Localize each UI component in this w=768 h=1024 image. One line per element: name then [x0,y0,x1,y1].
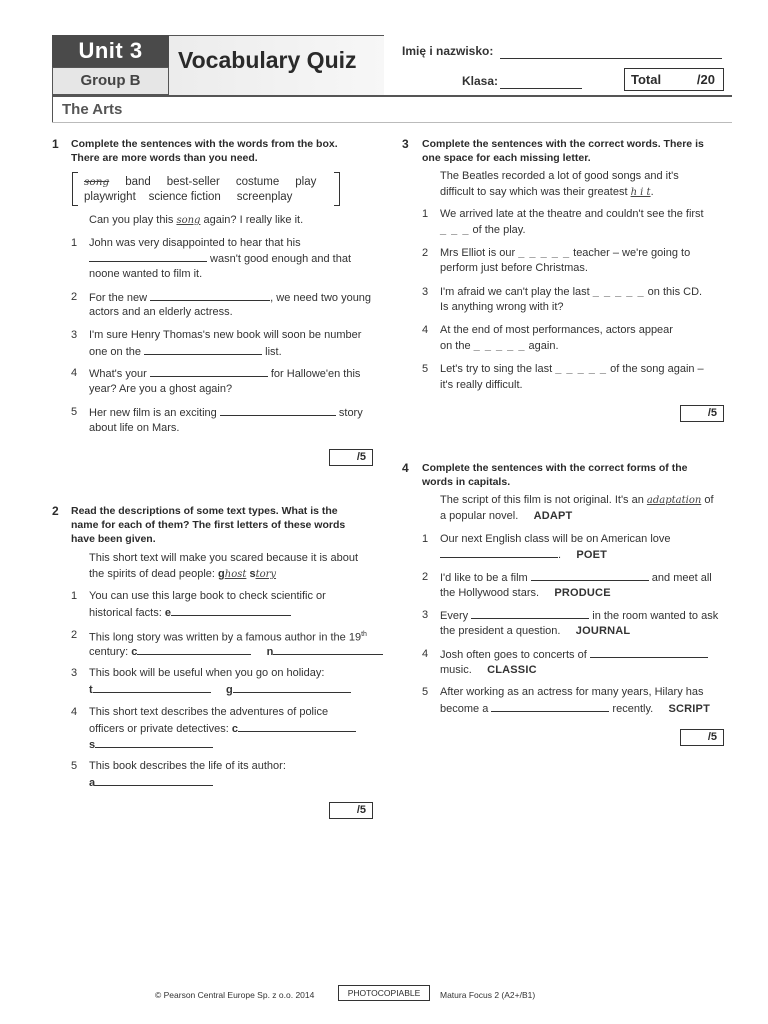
answer-blank[interactable] [150,365,268,377]
item-text: become a [440,703,492,715]
example-text: The script of this film is not original. It's an [440,494,647,506]
item-text: What's your [89,368,150,380]
ex1-item-3-line-2 [89,343,282,360]
item-number: 2 [71,291,78,303]
ex2-item-3-line-2 [89,681,351,698]
exercise-3-instruction-2: one space for each missing letter. [422,152,591,164]
answer-blank[interactable] [89,250,207,262]
item-text: and meet all [648,572,712,584]
exercise-2-number: 2 [52,504,59,518]
ex3-item-1-line-2 [440,222,526,238]
ex1-item-1-line-1: John was very disappointed to hear that his [89,237,301,249]
word-box-word: playwright [84,191,136,203]
item-text: Let's try to sing the last [440,363,556,375]
ex3-item-4-line-1: At the end of most performances, actors appear [440,324,673,336]
exercise-1-number: 1 [52,137,59,151]
letter-blanks[interactable]: _ _ _ _ _ [473,340,526,352]
answer-blank[interactable] [93,681,211,693]
answer-blank[interactable] [471,607,589,619]
group-label: Group B [52,67,169,95]
item-text: wasn't good enough and that [207,253,351,265]
ex2-item-5-line-2 [89,774,213,791]
item-number: 3 [71,667,78,679]
answer-blank[interactable] [220,404,336,416]
ex1-item-1-line-2 [89,250,351,267]
exercise-2-instruction-2: name for each of them? The first letters of these words [71,519,346,531]
item-text: teacher – we're going to [570,247,691,259]
given-letter: n [266,646,274,658]
item-text: I'm afraid we can't play the last [440,286,593,298]
answer-blank[interactable] [150,289,270,301]
item-text: For the new [89,292,151,304]
ex3-item-5-line-1 [440,361,704,377]
ex1-item-2-line-2: actors and an elderly actress. [89,306,233,318]
header-divider [52,95,732,97]
item-text: This long story was written by a famous author in the 19 [89,631,362,644]
ex4-item-5-line-1: After working as an actress for many years, Hilary has [440,686,704,698]
item-text: music. [440,664,472,676]
name-field[interactable] [500,58,722,59]
ex2-item-4-line-3 [89,736,213,753]
ex4-item-2-line-1 [440,569,712,586]
ex2-item-1-line-1: You can use this large book to check scientific or [89,590,326,602]
letter-blanks[interactable]: _ _ _ _ _ [555,363,608,375]
topic-label: The Arts [52,97,142,123]
example-answer: host [224,569,247,580]
exercise-2-score: /5 [329,802,373,819]
item-number: 5 [71,760,78,772]
ex2-example-line-2 [89,566,276,583]
letter-blanks[interactable]: _ _ _ [440,224,470,236]
given-letter: c [131,646,138,658]
ex2-item-5-line-1: This book describes the life of its author: [89,760,286,772]
given-letter: s [89,739,96,751]
item-text: recently. [609,703,654,715]
ex4-item-1-line-1: Our next English class will be on American love [440,533,671,545]
item-text: officers or private detectives: [89,723,232,735]
example-text: the spirits of dead people: [89,568,219,580]
example-answer: tory [255,569,277,580]
answer-blank[interactable] [590,646,708,658]
word-box-right-bracket [334,172,340,206]
ex3-item-1-line-1: We arrived late at the theatre and couldn't see the first [440,208,704,220]
name-label: Imię i nazwisko: [402,44,494,58]
ex4-example-line-1 [440,492,714,509]
given-letter: e [164,607,171,619]
capital-word: PRODUCE [554,587,611,599]
item-text: the Hollywood stars. [440,587,540,599]
given-letter: s [249,568,256,580]
example-text: a popular novel. [440,510,519,522]
answer-blank[interactable] [144,343,262,355]
item-text: for Hallowe'en this [267,368,361,380]
item-text: . [558,549,562,561]
example-answer: adaptation [646,495,702,506]
ex4-item-2-line-2 [440,585,611,601]
answer-blank[interactable] [171,604,291,616]
exercise-2-instruction-3: have been given. [71,533,156,545]
given-letter: t [89,684,93,696]
ex4-item-4-line-2 [440,662,537,678]
item-text: on this CD. [644,286,703,298]
item-number: 4 [422,324,429,336]
exercise-3-score: /5 [680,405,724,422]
item-text: story [335,407,363,419]
item-number: 1 [422,533,429,545]
item-number: 4 [71,367,78,379]
answer-blank[interactable] [95,774,213,786]
answer-blank[interactable] [491,700,609,712]
answer-blank[interactable] [273,643,383,655]
ex3-item-2-line-2: perform just before Christmas. [440,262,588,274]
photocopiable-badge: PHOTOCOPIABLE [338,985,430,1001]
capital-word: JOURNAL [575,625,631,637]
given-letter: g [218,568,225,580]
item-number: 5 [422,363,429,375]
letter-blanks[interactable]: _ _ _ _ _ [518,247,571,259]
ex3-item-2-line-1 [440,245,690,261]
ex2-item-4-line-1: This short text describes the adventures of police [89,706,329,718]
class-field[interactable] [500,88,582,89]
exercise-4-instruction-2: words in capitals. [422,476,511,488]
exercise-4-instruction-1: Complete the sentences with the correct forms of the [422,462,688,474]
example-text: again? I really like it. [200,214,304,226]
word-box-word: play [295,176,317,188]
item-text: , we need two young [270,292,372,304]
word-box-word: costume [235,176,280,188]
word-box-word: band [125,176,151,188]
ex4-item-3-line-1 [440,607,718,624]
copyright-text: © Pearson Central Europe Sp. z o.o. 2014 [155,990,315,1000]
ex3-item-3-line-1 [440,284,702,300]
word-box-word: song [84,176,110,188]
ex3-example-line-2: difficult to say which was their greatest h i t. [440,186,654,198]
item-text: century: [89,646,132,658]
item-number: 2 [422,247,429,259]
answer-blank[interactable] [531,569,649,581]
ex4-item-1-line-2 [440,546,607,563]
ex1-item-4-line-2: year? Are you a ghost again? [89,383,233,395]
example-answer: song [176,215,201,226]
ex3-item-5-line-2: it's really difficult. [440,379,523,391]
item-number: 2 [422,571,429,583]
word-box-row-2 [84,189,292,205]
item-number: 3 [71,329,78,341]
ex4-item-3-line-2 [440,623,630,639]
answer-blank[interactable] [440,546,558,558]
item-text: Every [440,610,472,622]
ex1-item-1-line-3: noone wanted to film it. [89,268,203,280]
word-box-word: screenplay [236,191,293,203]
item-text: Josh often goes to concerts of [440,649,590,661]
ex4-example-line-2 [440,508,572,524]
ex3-example-line-1: The Beatles recorded a lot of good songs and it's [440,170,679,182]
item-text: one on the [89,346,145,358]
answer-blank[interactable] [238,720,356,732]
exercise-1-score: /5 [329,449,373,466]
word-box-word: best-seller [166,176,220,188]
page-title: Vocabulary Quiz [178,47,357,73]
exercise-3-instruction-1: Complete the sentences with the correct words. There is [422,138,704,150]
item-number: 5 [422,686,429,698]
item-number: 4 [422,648,429,660]
example-text: of [701,494,714,506]
item-text: Her new film is an exciting [89,407,220,419]
total-value: /20 [696,71,715,87]
example-text: difficult to say which was their greatest [440,186,631,198]
capital-word: ADAPT [533,510,573,522]
word-box [72,172,340,208]
given-letter: g [225,684,233,696]
superscript: th [361,631,367,638]
answer-blank[interactable] [233,681,351,693]
unit-label: Unit 3 [52,35,169,67]
capital-word: POET [576,549,608,561]
capital-word: SCRIPT [668,703,711,715]
exercise-2-instruction-1: Read the descriptions of some text types. What is the [71,505,338,517]
ex2-item-3-line-1: This book will be useful when you go on holiday: [89,667,325,679]
item-text: on the [440,340,474,352]
ex1-item-5-line-2: about life on Mars. [89,422,180,434]
ex3-item-4-line-2 [440,338,559,354]
exercise-4-score: /5 [680,729,724,746]
exercise-1-instruction-2: There are more words than you need. [71,152,258,164]
exercise-3-number: 3 [402,137,409,151]
ex1-item-4-line-1 [89,365,360,382]
example-text: Can you play this [89,214,177,226]
item-number: 1 [71,237,78,249]
ex2-item-1-line-2 [89,604,291,621]
ex3-item-3-line-2: Is anything wrong with it? [440,301,564,313]
class-label: Klasa: [462,74,499,88]
answer-blank[interactable] [137,643,251,655]
exercise-1-example [89,212,303,229]
ex1-item-5-line-1 [89,404,363,421]
item-number: 4 [71,706,78,718]
ex2-item-2-line-2 [89,643,383,660]
item-number: 5 [71,406,78,418]
ex4-item-5-line-2 [440,700,710,717]
ex2-example-line-1: This short text will make you scared because it is about [89,552,359,564]
item-text: again. [525,340,559,352]
item-text: list. [262,346,282,358]
capital-word: CLASSIC [487,664,537,676]
given-letter: a [89,777,96,789]
item-text: of the play. [469,224,526,236]
level-text: Matura Focus 2 (A2+/B1) [440,990,536,1000]
item-number: 1 [422,208,429,220]
ex4-item-4-line-1 [440,646,708,663]
word-box-row-1 [84,174,316,190]
item-text: the president a question. [440,625,561,637]
item-number: 2 [71,629,78,641]
given-letter: c [231,723,238,735]
total-score-box [624,68,724,91]
item-text: in the room wanted to ask [589,610,719,622]
item-text: of the song again – [607,363,704,375]
item-number: 3 [422,286,429,298]
letter-blanks[interactable]: _ _ _ _ _ [592,286,645,298]
item-number: 3 [422,609,429,621]
exercise-4-number: 4 [402,461,409,475]
ex1-item-3-line-1: I'm sure Henry Thomas's new book will soon be number [89,329,362,341]
item-text: I'd like to be a film [440,572,531,584]
item-text: historical facts: [89,607,165,619]
example-answer: h i t [630,187,651,198]
answer-blank[interactable] [95,736,213,748]
exercise-1-instruction-1: Complete the sentences with the words from the box. [71,138,338,150]
item-text: Mrs Elliot is our [440,247,519,259]
word-box-left-bracket [72,172,78,206]
total-label: Total [631,71,662,87]
word-box-word: science fiction [148,191,221,203]
ex2-item-4-line-2 [89,720,356,737]
item-number: 1 [71,590,78,602]
topic-divider [52,122,732,123]
